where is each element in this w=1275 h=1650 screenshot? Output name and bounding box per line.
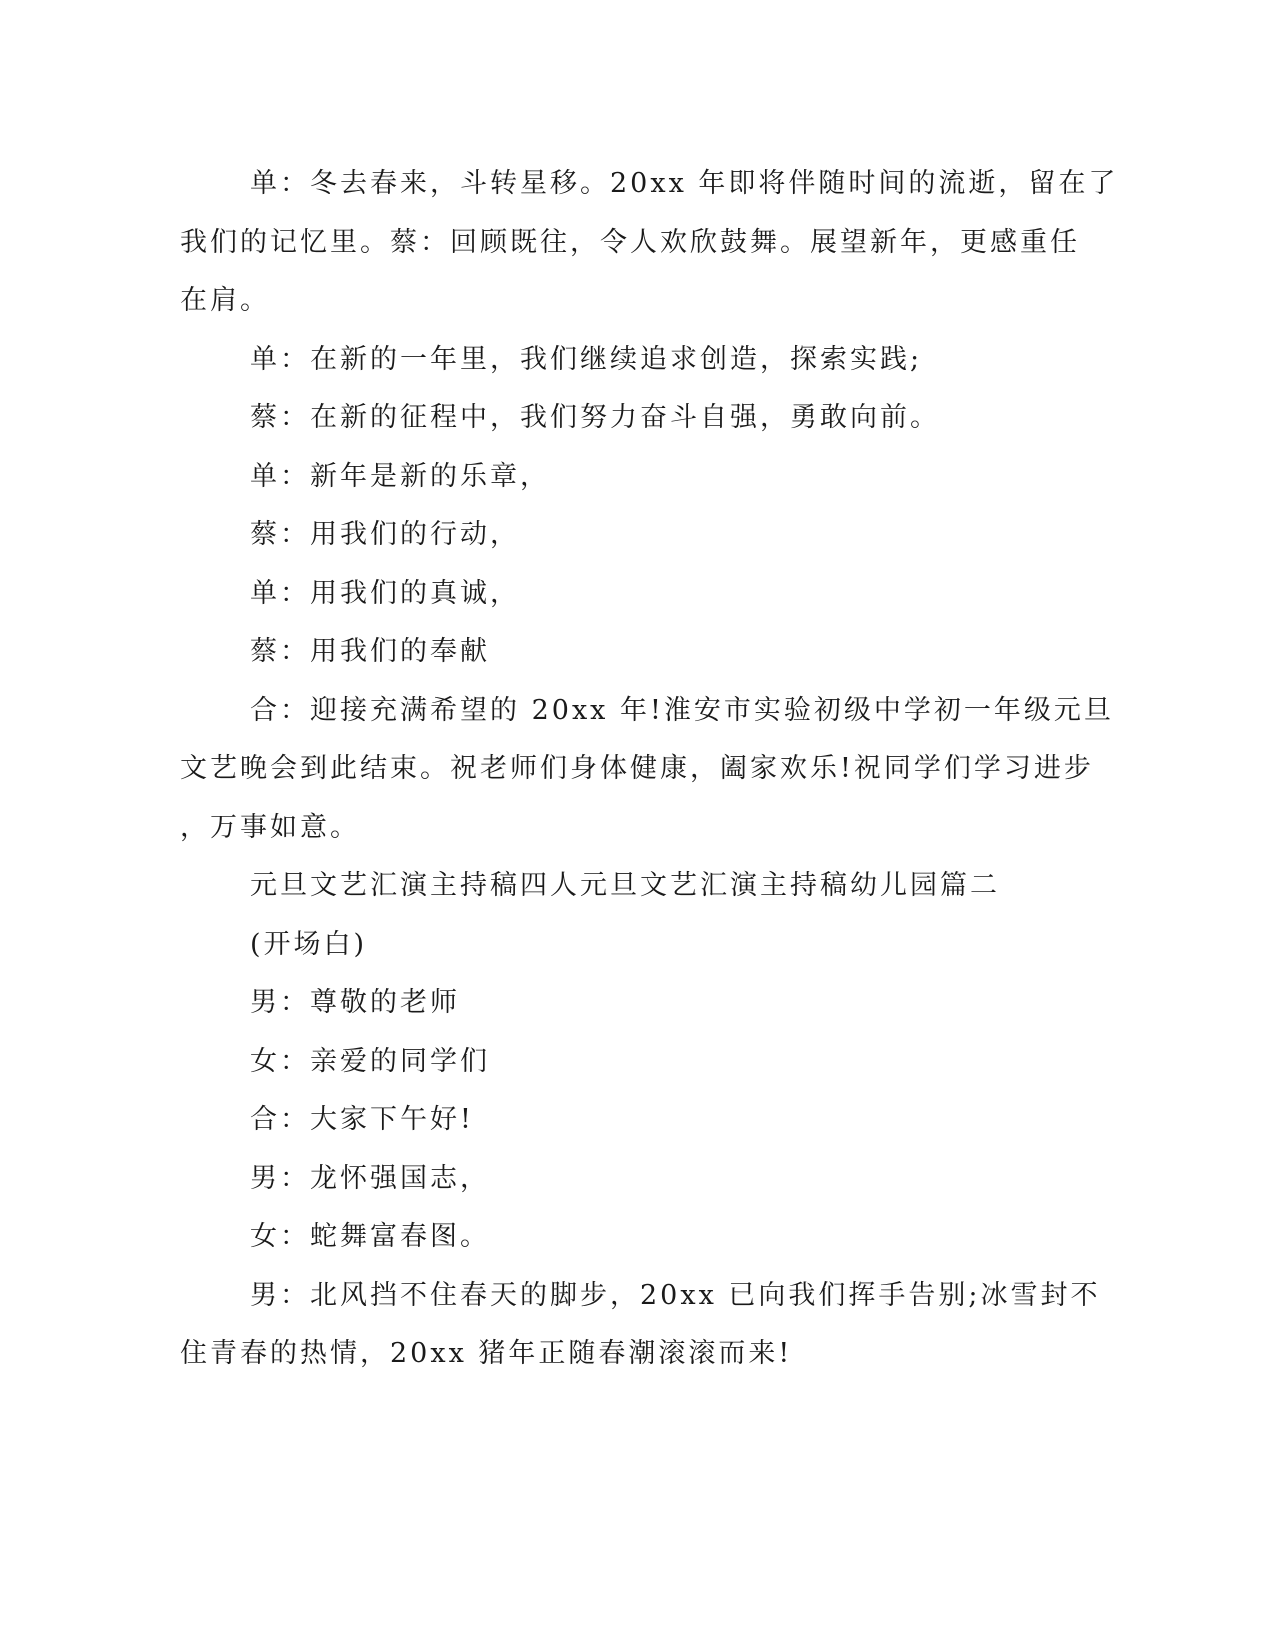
paragraph-line: ，万事如意。 xyxy=(180,811,360,843)
paragraph-dialogue xyxy=(180,1267,1101,1384)
paragraph-dialogue: 合：大家下午好! xyxy=(250,1104,474,1135)
paragraph-dialogue: 女：蛇舞富春图。 xyxy=(250,1221,490,1252)
paragraph-line: 我们的记忆里。蔡：回顾既往，令人欢欣鼓舞。展望新年，更感重任 xyxy=(180,226,1080,258)
section-heading: 元旦文艺汇演主持稿四人元旦文艺汇演主持稿幼儿园篇二 xyxy=(250,870,1000,901)
paragraph-line: 在肩。 xyxy=(180,285,270,316)
paragraph-dialogue: 单：新年是新的乐章， xyxy=(250,460,550,492)
paragraph-dialogue: 男：尊敬的老师 xyxy=(250,987,460,1018)
paragraph-opening xyxy=(180,155,1119,331)
paragraph-line: 合：迎接充满希望的 20xx 年!淮安市实验初级中学初一年级元旦 xyxy=(250,694,1114,726)
document-body xyxy=(180,155,1119,1384)
paragraph-dialogue: 蔡：用我们的奉献 xyxy=(250,636,490,667)
paragraph-line: 文艺晚会到此结束。祝老师们身体健康，阖家欢乐!祝同学们学习进步 xyxy=(180,753,1094,784)
paragraph-dialogue: 女：亲爱的同学们 xyxy=(250,1045,490,1077)
paragraph-line: 男：北风挡不住春天的脚步，20xx 已向我们挥手告别;冰雪封不 xyxy=(250,1279,1101,1311)
paragraph-dialogue: 单：在新的一年里，我们继续追求创造，探索实践; xyxy=(250,343,923,375)
paragraph-dialogue: 蔡：用我们的行动， xyxy=(250,519,520,550)
paragraph-line: 住青春的热情，20xx 猪年正随春潮滚滚而来! xyxy=(180,1338,793,1369)
paragraph-dialogue: 单：用我们的真诚， xyxy=(250,577,520,609)
section-subheading: (开场白) xyxy=(250,928,368,960)
paragraph-line: 单：冬去春来，斗转星移。20xx 年即将伴随时间的流逝，留在了 xyxy=(250,168,1119,199)
paragraph-dialogue: 男：龙怀强国志， xyxy=(250,1162,490,1194)
paragraph-closing xyxy=(180,682,1114,858)
paragraph-dialogue: 蔡：在新的征程中，我们努力奋斗自强，勇敢向前。 xyxy=(250,402,940,433)
